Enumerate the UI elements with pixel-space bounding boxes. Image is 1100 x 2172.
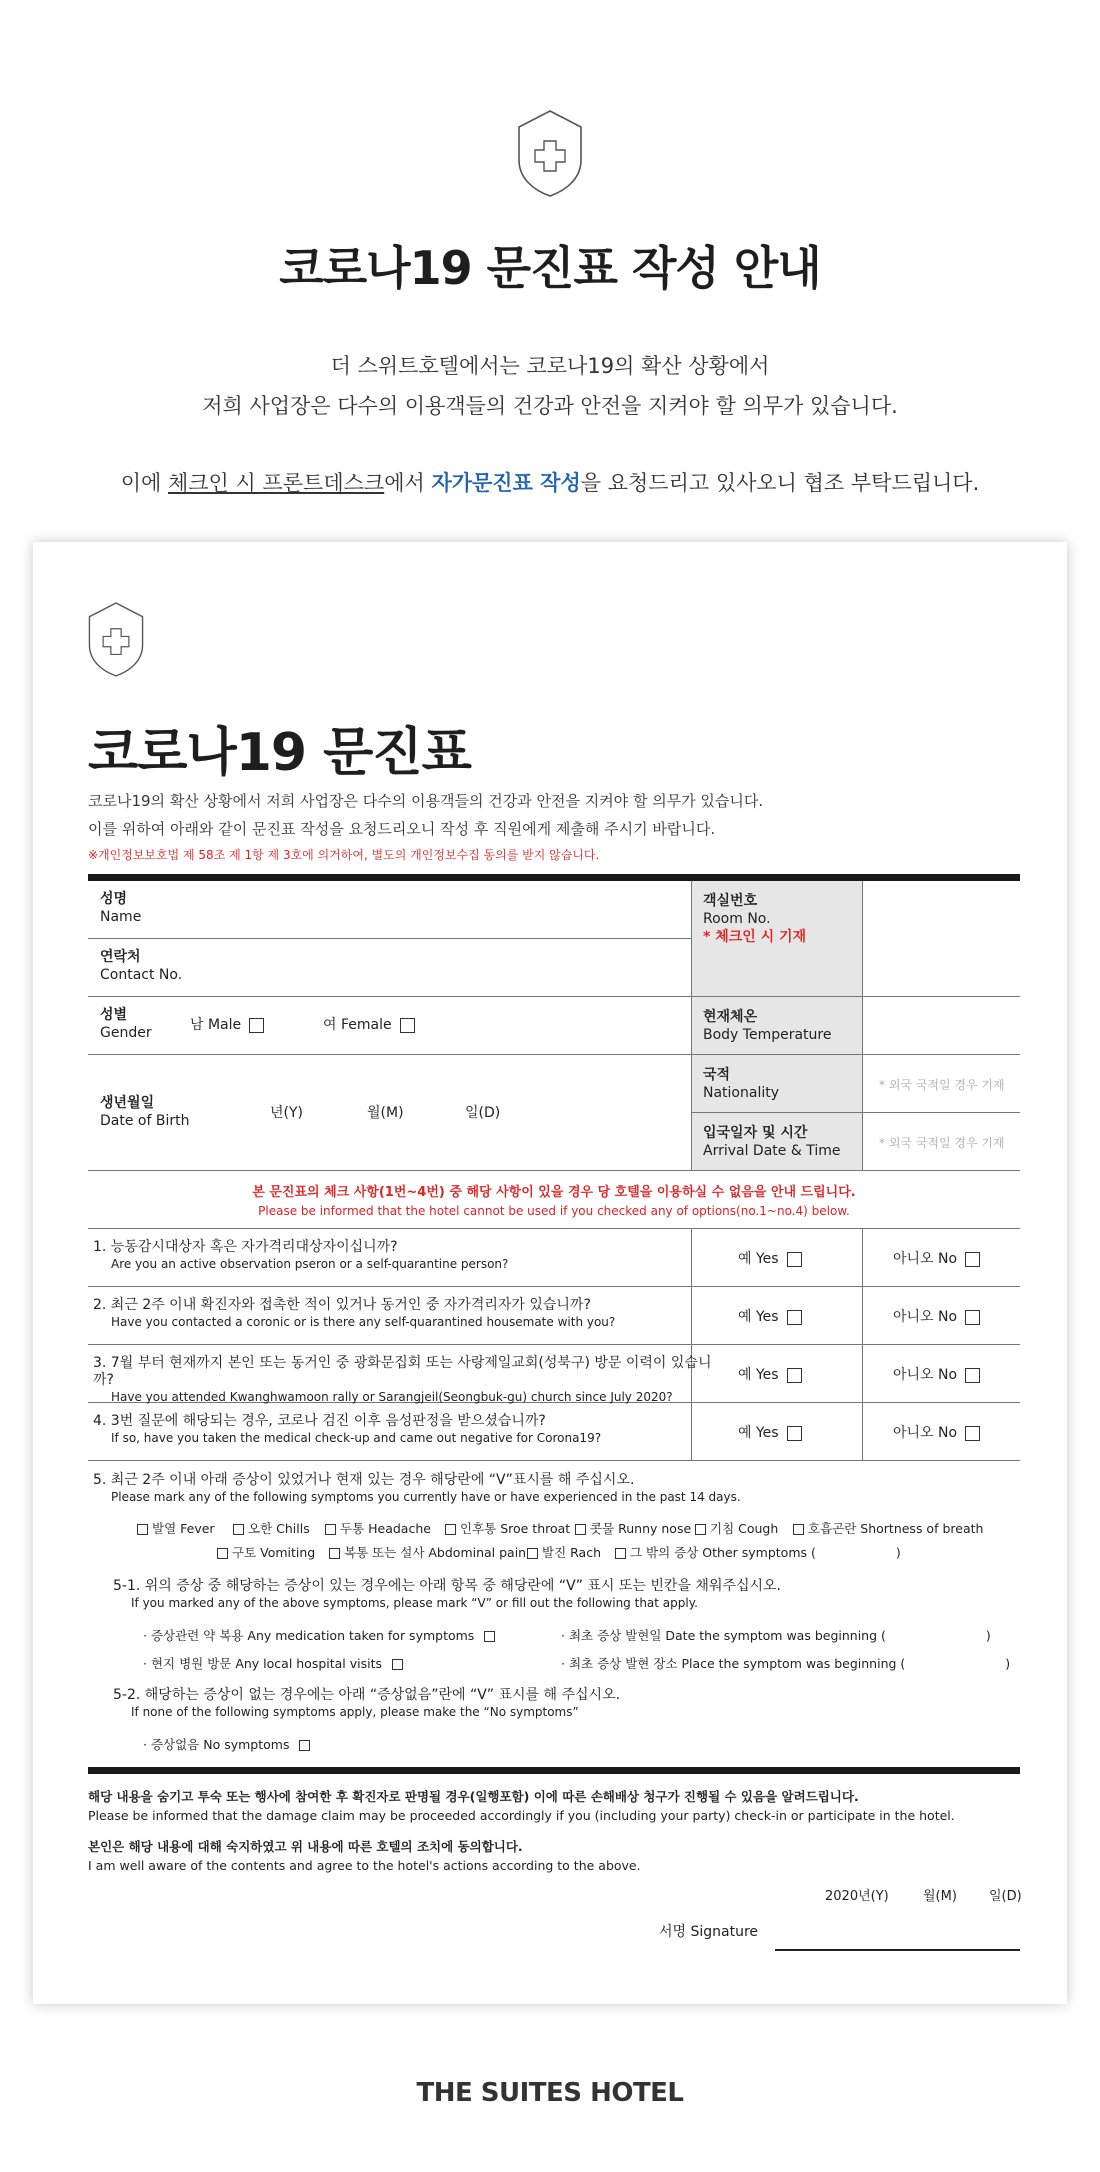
female-option[interactable] [323,1016,415,1034]
symptom-runny-nose[interactable] [571,1519,691,1537]
top-rule [88,874,1020,881]
symptom-cough[interactable] [691,1519,778,1537]
divider [691,1112,1020,1113]
damage-notice [88,1787,955,1825]
temp-label-ko: 현재체온 [703,1009,758,1025]
symptom-checkbox[interactable] [527,1548,538,1559]
symptom-checkbox[interactable] [329,1548,340,1559]
symptom-sore-throat[interactable] [441,1519,570,1537]
symptom-checkbox[interactable] [217,1548,228,1559]
room-label-en: Room No. [703,911,771,927]
question-en: If you marked any of the above symptoms, please mark “V” or fill out the following that apply. [131,1596,698,1610]
q2-yes-checkbox[interactable] [787,1310,802,1325]
medication-checkbox[interactable] [484,1631,495,1642]
q4-yes[interactable] [738,1422,802,1442]
question-5-2 [113,1687,1013,1721]
question-en: Have you contacted a coronic or is there any self-quarantined housemate with you? [111,1315,616,1329]
divider [88,1286,1020,1287]
gender-label-en: Gender [100,1025,152,1041]
medication-label: · 증상관련 약 복용 Any medication taken for symptoms [143,1628,475,1643]
nationality-field[interactable]: * 외국 국적일 경우 기재 [879,1078,1005,1092]
symptom-headache[interactable] [321,1519,431,1537]
q4-no-checkbox[interactable] [965,1426,980,1441]
note-text: 이에 [120,471,168,495]
date-month-label: 월(M) [923,1889,957,1904]
divider [88,1460,1020,1461]
room-label [703,892,806,946]
signature-line[interactable] [775,1949,1020,1951]
question-en: Please mark any of the following symptoms you currently have or have experienced in the past 14 days. [111,1490,741,1504]
onset-date-field[interactable] [561,1626,991,1644]
question-ko: 2. 최근 2주 이내 확진자와 접촉한 적이 있거나 동거인 중 자가격리자가 있습니까? [93,1297,591,1313]
symptom-label: 오한 Chills [248,1521,310,1536]
temp-label [703,1008,831,1044]
q3-no-checkbox[interactable] [965,1368,980,1383]
bottom-rule [88,1767,1020,1774]
symptom-other[interactable] [611,1543,901,1561]
temp-label-en: Body Temperature [703,1027,832,1043]
question-en: Are you an active observation pseron or a self-quarantine person? [111,1257,509,1271]
note-text: 을 요청드리고 있사오니 협조 부탁드립니다. [580,471,980,495]
divider [88,1228,1020,1229]
name-label-en: Name [100,909,142,925]
question-2 [93,1297,713,1331]
no-symptoms-option[interactable] [143,1735,314,1753]
no-label: 아니오 No [893,1425,958,1441]
yes-label: 예 Yes [738,1309,779,1325]
intro-note [0,467,1100,497]
male-option[interactable] [190,1016,264,1034]
dob-month-label: 월(M) [367,1105,404,1121]
yes-label: 예 Yes [738,1251,779,1267]
medication-option[interactable] [143,1626,499,1644]
shield-plus-icon [515,108,585,198]
symptom-vomiting[interactable] [213,1543,315,1561]
no-label: 아니오 No [893,1251,958,1267]
name-label-ko: 성명 [100,891,128,907]
divider [88,1170,1020,1171]
nat-label-ko: 국적 [703,1067,731,1083]
symptom-label: 콧물 Runny nose [590,1521,692,1536]
paren: ) [895,1545,901,1560]
contact-label-en: Contact No. [100,967,183,983]
nat-label [703,1066,779,1102]
symptom-shortness-of-breath[interactable] [789,1519,983,1537]
symptom-checkbox[interactable] [445,1524,456,1535]
privacy-note: ※개인정보보호법 제 58조 제 1항 제 3호에 의거하여, 별도의 개인정보수집 동의를 받지 않습니다. [88,848,600,862]
q4-yes-checkbox[interactable] [787,1426,802,1441]
form-desc-2: 이를 위하여 아래와 같이 문진표 작성을 요청드리오니 작성 후 직원에게 제출해 주시기 바랍니다. [88,820,716,838]
female-checkbox[interactable] [400,1018,415,1033]
form-title: 코로나19 문진표 [88,723,471,783]
agreement-notice [88,1837,641,1875]
symptom-label: 발열 Fever [152,1521,215,1536]
divider [862,881,863,1171]
paren: ) [985,1628,991,1643]
agreement-notice-en: I am well aware of the contents and agree to the hotel's actions according to the above. [88,1858,641,1873]
agreement-notice-ko: 본인은 해당 내용에 대해 숙지하였고 위 내용에 따른 호텔의 조치에 동의합니다. [88,1839,523,1854]
q1-no-checkbox[interactable] [965,1252,980,1267]
symptom-label: 발진 Rach [542,1545,601,1560]
damage-notice-ko: 해당 내용을 숨기고 투숙 또는 행사에 참여한 후 확진자로 판명될 경우(일행포함) 이에 따른 손해배상 청구가 진행될 수 있음을 알려드립니다. [88,1789,859,1804]
no-label: 아니오 No [893,1367,958,1383]
q1-no[interactable] [893,1248,980,1268]
question-ko: 4. 3번 질문에 해당되는 경우, 코로나 검진 이후 음성판정을 받으셨습니까? [93,1413,546,1429]
hospital-checkbox[interactable] [392,1659,403,1670]
date-day-label: 일(D) [989,1889,1022,1904]
onset-label: · 최초 증상 발현일 Date the symptom was beginning ( [561,1628,886,1643]
question-ko: 5-1. 위의 증상 중 해당하는 증상이 있는 경우에는 아래 항목 중 해당란에 “V” 표시 또는 빈칸을 채워주십시오. [113,1578,782,1594]
warning-ko [88,1183,1020,1202]
symptom-checkbox[interactable] [575,1524,586,1535]
divider [88,938,691,939]
symptom-fever[interactable] [133,1519,215,1537]
warning-ko-text: 본 문진표의 체크 사항(1번~4번) 중 해당 사항이 있을 경우 당 호텔을 이용하실 수 없음을 안내 드립니다. [252,1185,856,1200]
symptom-checkbox[interactable] [137,1524,148,1535]
symptom-checkbox[interactable] [233,1524,244,1535]
gender-label [100,1006,152,1042]
divider [691,881,692,1171]
q3-yes-checkbox[interactable] [787,1368,802,1383]
question-1 [93,1239,713,1273]
q4-no[interactable] [893,1422,980,1442]
arr-label-en: Arrival Date & Time [703,1143,841,1159]
symptom-label: 그 밖의 증상 Other symptoms ( [630,1545,816,1560]
onset-place-field[interactable] [561,1654,1010,1672]
yes-label: 예 Yes [738,1425,779,1441]
contact-label [100,948,182,984]
q2-yes[interactable] [738,1306,802,1326]
symptom-label: 구토 Vomiting [232,1545,316,1560]
question-ko: 3. 7월 부터 현재까지 본인 또는 동거인 중 광화문집회 또는 사랑제일교회(성북구) 방문 이력이 있습니까? [93,1355,712,1388]
question-en: Have you attended Kwanghwamoon rally or Sarangjeil(Seongbuk-gu) church since July 2020? [111,1390,673,1404]
intro-line-2: 저희 사업장은 다수의 이용객들의 건강과 안전을 지켜야 할 의무가 있습니다. [202,394,898,418]
symptom-rash[interactable] [523,1543,601,1561]
question-5 [93,1472,993,1506]
arrival-field[interactable]: * 외국 국적일 경우 기재 [879,1136,1005,1150]
page-title: 코로나19 문진표 작성 안내 [279,241,821,295]
q2-no[interactable] [893,1306,980,1326]
note-highlight: 자가문진표 작성 [431,471,581,495]
symptom-label: 복통 또는 설사 Abdominal pain [344,1545,527,1560]
brand-name: THE SUITES HOTEL [416,2078,684,2108]
symptom-label: 인후통 Sroe throat [460,1521,571,1536]
room-note: * 체크인 시 기재 [703,929,807,945]
dob-label-ko: 생년월일 [100,1095,155,1111]
hospital-label: · 현지 병원 방문 Any local hospital visits [143,1656,383,1671]
dob-label [100,1094,189,1130]
question-en: If none of the following symptoms apply, please make the “No symptoms” [131,1705,579,1719]
question-3 [93,1355,713,1406]
question-5-1 [113,1578,1013,1612]
no-label: 아니오 No [893,1309,958,1325]
divider [862,1228,863,1460]
female-label: 여 Female [323,1017,392,1033]
intro-line-1: 더 스위트호텔에서는 코로나19의 확산 상황에서 [330,354,770,378]
dob-day-label: 일(D) [465,1105,501,1121]
paren: ) [1005,1656,1011,1671]
male-label: 남 Male [190,1017,242,1033]
hospital-option[interactable] [143,1654,407,1672]
question-en: If so, have you taken the medical check-up and came out negative for Corona19? [111,1431,602,1445]
signature-label: 서명 Signature [659,1924,759,1940]
question-ko: 5-2. 해당하는 증상이 없는 경우에는 아래 “증상없음”란에 “V” 표시를 해 주십시오. [113,1687,621,1703]
q2-no-checkbox[interactable] [965,1310,980,1325]
q3-yes[interactable] [738,1364,802,1384]
symptom-checkbox[interactable] [615,1548,626,1559]
date-year-label: 2020년(Y) [825,1889,889,1904]
question-ko: 5. 최근 2주 이내 아래 증상이 있었거나 현재 있는 경우 해당란에 “V”표시를 해 주십시오. [93,1472,635,1488]
no-symptoms-label: · 증상없음 No symptoms [143,1737,290,1752]
gender-label-ko: 성별 [100,1007,128,1023]
symptom-label: 호흡곤란 Shortness of breath [808,1521,984,1536]
yes-label: 예 Yes [738,1367,779,1383]
symptom-checkbox[interactable] [325,1524,336,1535]
symptom-chills[interactable] [229,1519,310,1537]
arr-label [703,1124,840,1160]
divider [88,996,1020,997]
note-text: 에서 [384,471,432,495]
q3-no[interactable] [893,1364,980,1384]
symptom-checkbox[interactable] [793,1524,804,1535]
note-underline: 체크인 시 프론트데스크 [167,471,385,495]
question-4 [93,1413,713,1447]
arr-label-ko: 입국일자 및 시간 [703,1125,808,1141]
questionnaire-card [33,542,1067,2004]
symptom-abdominal-pain[interactable] [325,1543,526,1561]
shield-plus-icon [86,598,146,680]
damage-notice-en: Please be informed that the damage claim may be proceeded accordingly if you (including your party) check-in or participate in the hotel. [88,1808,955,1823]
place-label: · 최초 증상 발현 장소 Place the symptom was beginning ( [561,1656,906,1671]
symptom-checkbox[interactable] [695,1524,706,1535]
divider [88,1054,1020,1055]
name-label [100,890,141,926]
form-desc-1: 코로나19의 확산 상황에서 저희 사업장은 다수의 이용객들의 건강과 안전을 지켜야 할 의무가 있습니다. [88,792,764,810]
warning-en: Please be informed that the hotel cannot be used if you checked any of options(no.1~no.4) below. [258,1204,850,1218]
contact-label-ko: 연락처 [100,949,141,965]
no-symptoms-checkbox[interactable] [299,1740,310,1751]
symptom-label: 기침 Cough [710,1521,779,1536]
male-checkbox[interactable] [249,1018,264,1033]
q1-yes[interactable] [738,1248,802,1268]
symptom-label: 두통 Headache [340,1521,431,1536]
dob-label-en: Date of Birth [100,1113,190,1129]
room-label-ko: 객실번호 [703,893,758,909]
divider [88,1344,1020,1345]
nat-label-en: Nationality [703,1085,780,1101]
question-ko: 1. 능동감시대상자 혹은 자가격리대상자이십니까? [93,1239,398,1255]
dob-year-label: 년(Y) [270,1105,303,1121]
q1-yes-checkbox[interactable] [787,1252,802,1267]
